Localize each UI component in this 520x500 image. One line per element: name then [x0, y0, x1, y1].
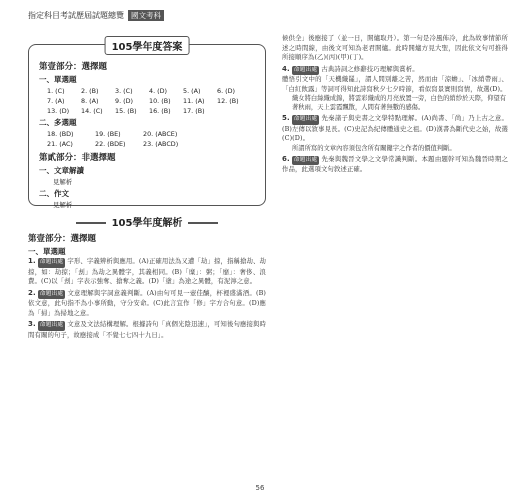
page-number: 56 — [255, 484, 265, 492]
answer-row: 1. (C) 2. (B) 3. (C) 4. (D) 5. (A) 6. (D) — [47, 87, 236, 95]
source-tag: 命題出處 — [38, 321, 66, 331]
source-tag: 命題出處 — [38, 258, 66, 268]
essay2-label: 二、作文 — [39, 189, 69, 198]
question-2-analysis: 2. 命題出處 文意理解與字詞意義判斷。(A)由句可見一壺佳釀，杯裡盛滿酒。(B)依文意，此句指不為小事所動，守分安命。(C)此言宜作「修」字方合句意。(D)應為「掃」為掃地之意。 — [28, 288, 266, 317]
answer-part2-title: 第貳部分：非選擇題 — [39, 153, 116, 163]
source-tag: 命題出處 — [292, 156, 320, 166]
answer-row: 13. (D) 14. (C) 15. (B) 16. (B) 17. (B) — [47, 107, 205, 115]
question-5-note: 所謂所寫的文章內容須包含所有關鍵字之作者的價值判斷。 — [292, 144, 456, 152]
analysis-part1-title: 第壹部分：選擇題 — [28, 234, 97, 244]
essay1-label: 一、文章解讀 — [39, 166, 84, 175]
answer-row: 18. (BD) 19. (BE) 20. (ABCE) — [47, 130, 178, 138]
analysis-single-label: 一、單選題 — [28, 247, 66, 256]
question-4-note: 織女將白絲織成錦，將雲彩織成的月亮放置一旁，白色的綃紗於天際，仰望有著秋雨，天上雲霞飄散，人間有著無數的感傷。 — [292, 95, 507, 111]
analysis-title: 105學年度解析 — [28, 214, 266, 229]
answer-row: 21. (AC) 22. (BDE) 23. (ABCD) — [47, 140, 179, 148]
question-3-continued: 候供全」後應接了（並一日，開爐取丹）。第一句是冷風佈冷，此為故事情節所述之時間線，由後文可知為老君開爐。此時開爐方見大聖，因此依文句可推得所接順序為(乙)(丙)(甲)(丁)。 — [282, 34, 508, 61]
multi-answers — [39, 130, 257, 148]
single-answers — [39, 87, 257, 115]
answer-row: 7. (A) 8. (A) 9. (D) 10. (B) 11. (A) 12. (B) — [47, 97, 239, 105]
essay2-value: 見解析 — [53, 201, 73, 209]
multi-choice-label: 二、多選題 — [39, 118, 77, 127]
question-4-body: 體悟引文中的「天機織罷」，謂人間別離之苦，然而由「涼蟾」、「冰綃帶雨」、「白紅飲露」等詞可得知此詩寫秋夕七夕時節，看似寫景實則寫情，故選(D)。 — [282, 75, 508, 93]
question-6-analysis: 6. 命題出處 先秦與魏晉文學之文學常識判斷。本題由題幹可知為魏晉時期之作品，此選項文句敘述正確。 — [282, 154, 508, 173]
source-tag: 命題出處 — [292, 115, 320, 125]
subject-badge: 國文考科 — [128, 10, 164, 21]
single-choice-label: 一、單選題 — [39, 75, 77, 84]
essay1-value: 見解析 — [53, 178, 73, 186]
page-header — [28, 10, 164, 21]
answer-box — [28, 42, 266, 209]
question-4-analysis: 4. 命題出處 古典詩詞之修辭技巧理解與賞析。 — [282, 65, 508, 76]
question-3-analysis: 3. 命題出處 文意及文法結構理解。根據詩句「真個光陰迅速」，可知後句應接與時間有關的句子，故應接成「不覺七七四十九日」。 — [28, 320, 266, 339]
answer-part1-title: 第壹部分：選擇題 — [39, 62, 108, 72]
left-column — [28, 36, 266, 340]
question-1-analysis: 1. 命題出處 字形、字義辨析與應用。(A)正確用法為又遭「劫」掠，指稱搶劫、劫掠，如：劫掠；「刦」為劫之異體字，其義相同。(B)「糜」：粥；「靡」：奢侈、浪費。(C)以「刦」字表示強奪、搶奪之義。(D)「塗」為途之異體，有泥濘之意。 — [28, 257, 266, 285]
source-tag: 命題出處 — [292, 66, 320, 76]
header-title: 指定科目考試歷屆試題總覽 — [28, 11, 124, 20]
source-tag: 命題出處 — [38, 290, 66, 300]
question-5-analysis: 5. 命題出處 先秦諸子與史書之文學特點理解。(A)尚書、「尚」乃上古之意。(B)左傳以敘事見長。(C)史記為紀傳體通史之祖。(D)漢書為斷代史之始，故選(C)(D)。 — [282, 114, 508, 142]
answer-box-title: 105學年度答案 — [105, 36, 190, 55]
right-column — [282, 34, 508, 175]
